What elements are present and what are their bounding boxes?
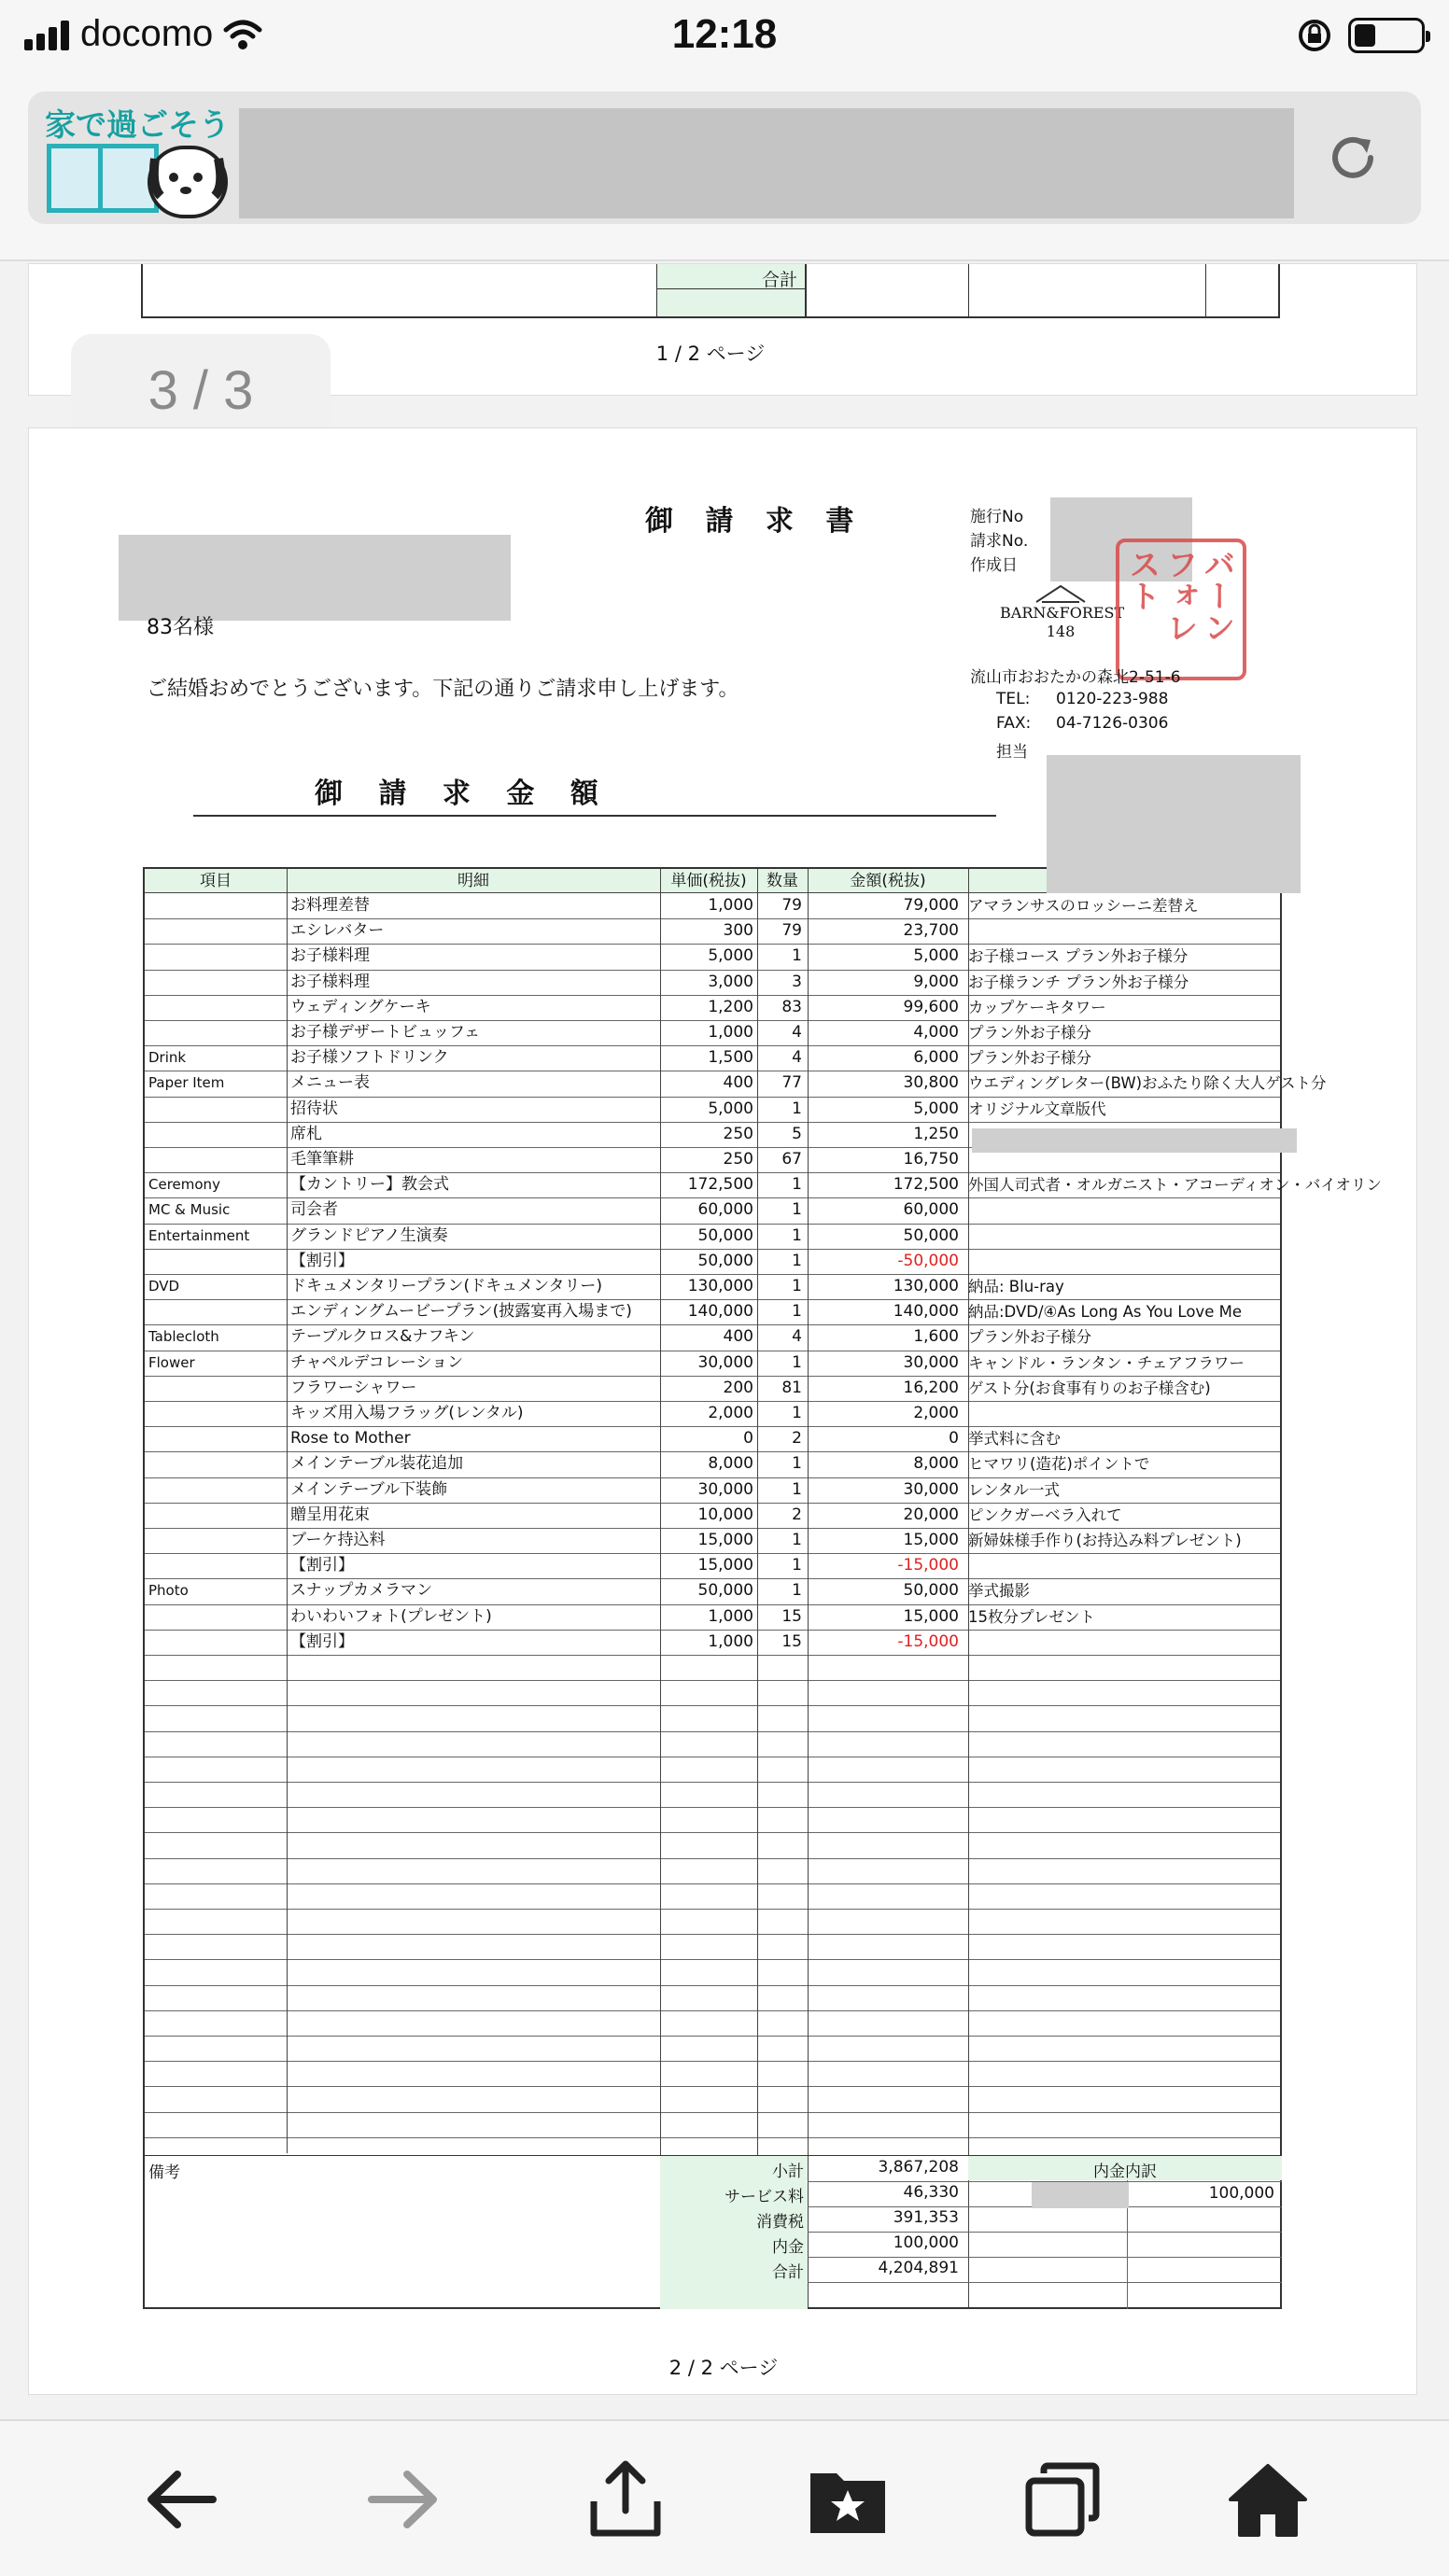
item-detail: スナップカメラマン [290,1581,433,1601]
table-row [145,918,1280,944]
back-arrow-icon [144,2467,218,2532]
item-unit-price: 15,000 [697,1531,753,1549]
summary-value: 4,204,891 [878,2259,959,2277]
item-detail: お子様料理 [290,946,370,966]
reload-icon[interactable] [1324,129,1382,187]
table-row [145,1249,1280,1274]
field-label: 施行No [970,508,1024,526]
item-amount: 15,000 [903,1606,959,1626]
fax-value: 04-7126-0306 [1056,714,1169,733]
item-unit-price: 400 [723,1073,753,1093]
summary-value: 391,353 [893,2208,959,2227]
page1-table-bottom: 合計 [141,264,1280,318]
item-note: 新婦妹様手作り(お持込み料プレゼント) [968,1532,1242,1549]
item-note: プラン外お子様分 [968,1049,1091,1068]
item-note: レンタル一式 [968,1480,1060,1499]
page-indicator: 3 / 3 [71,334,331,448]
item-unit-price: 300 [723,921,753,941]
item-category: DVD [148,1278,180,1295]
item-quantity: 15 [781,1631,802,1651]
item-unit-price: 60,000 [697,1200,753,1220]
item-amount: 16,750 [903,1150,959,1169]
item-detail: テーブルクロス&ナフキン [290,1327,475,1347]
stay-home-logo: 家で過ごそう [45,101,260,217]
item-quantity: 5 [792,1124,802,1143]
item-amount: 30,000 [903,1352,959,1372]
item-quantity: 1 [792,1200,802,1220]
item-unit-price: 1,000 [708,1631,753,1651]
summary-value: 100,000 [893,2233,959,2252]
item-quantity: 15 [781,1606,802,1626]
deposit-amount: 100,000 [1208,2184,1274,2203]
tabs-icon [1023,2460,1102,2539]
item-unit-price: 2,000 [708,1404,753,1422]
item-amount: 30,800 [903,1073,959,1093]
item-quantity: 4 [792,1023,802,1042]
company-seal: バーンフォレスト [1116,539,1246,680]
item-detail: Rose to Mother [290,1429,411,1449]
item-unit-price: 130,000 [687,1277,753,1295]
item-amount: 23,700 [903,921,959,941]
item-note: 挙式撮影 [968,1582,1030,1601]
clock: 12:18 [671,11,778,57]
table-row [145,1020,1280,1045]
item-amount: 50,000 [903,1225,959,1245]
summary-value: 3,867,208 [878,2158,959,2177]
page-footer: 1 / 2 ページ [655,343,766,365]
carrier-label: docomo [80,13,214,54]
url-field-redacted[interactable] [239,108,1294,218]
redacted-note [972,1128,1297,1153]
table-row [145,1197,1280,1223]
item-unit-price: 250 [723,1150,753,1169]
item-detail: キッズ用入場フラッグ(レンタル) [290,1404,524,1422]
item-category: Paper Item [148,1074,225,1092]
item-unit-price: 0 [743,1429,753,1449]
item-unit-price: 15,000 [697,1556,753,1575]
item-detail: 司会者 [290,1200,338,1220]
table-row [145,1451,1280,1477]
redacted-name [119,535,511,621]
item-amount: 5,000 [913,946,959,966]
summary-label: 小計 [772,2163,804,2181]
table-row [145,1630,1280,1655]
table-header: 項目 明細 単価(税抜) 数量 金額(税抜) [145,869,1280,893]
item-amount: 140,000 [893,1302,959,1322]
browser-header [0,75,1449,261]
item-amount: 50,000 [903,1581,959,1601]
table-row [145,1578,1280,1603]
table-row [145,1401,1280,1426]
item-quantity: 2 [792,1505,802,1524]
bookmarks-button[interactable] [803,2455,893,2544]
item-category: Tablecloth [148,1328,219,1346]
item-unit-price: 50,000 [697,1581,753,1601]
item-note: 15枚分プレゼント [968,1607,1095,1626]
item-detail: チャペルデコレーション [290,1352,464,1372]
item-detail: フラワーシャワー [290,1378,417,1397]
item-amount: 2,000 [913,1404,959,1422]
item-quantity: 4 [792,1048,802,1068]
back-button[interactable] [136,2455,226,2544]
item-quantity: 77 [781,1073,802,1093]
item-unit-price: 5,000 [708,946,753,966]
item-amount: 1,250 [913,1124,959,1143]
item-quantity: 1 [792,1581,802,1601]
item-quantity: 1 [792,1556,802,1575]
pdf-viewer[interactable] [0,263,1449,2419]
item-note: オリジナル文章版代 [968,1099,1106,1118]
greeting: ご結婚おめでとうございます。下記の通りご請求申し上げます。 [147,678,739,701]
item-unit-price: 1,000 [708,1606,753,1626]
item-quantity: 1 [792,946,802,966]
item-note: キャンドル・ランタン・チェアフラワー [968,1353,1245,1372]
item-unit-price: 3,000 [708,972,753,991]
item-detail: わいわいフォト(プレゼント) [290,1606,492,1626]
page-footer: 2 / 2 ページ [668,2357,779,2379]
item-amount: 99,600 [903,997,959,1016]
amount-underline [193,815,996,817]
table-row [145,1045,1280,1071]
item-amount: 4,000 [913,1023,959,1042]
item-quantity: 67 [781,1150,802,1169]
forward-button[interactable] [359,2455,448,2544]
item-note: プラン外お子様分 [968,1024,1091,1042]
item-unit-price: 250 [723,1124,753,1143]
table-row [145,1376,1280,1401]
dog-mascot-icon [148,146,228,218]
item-note: ウエディングレター(BW)おふたり除く大人ゲスト分 [968,1074,1327,1093]
tabs-button[interactable] [1018,2455,1107,2544]
field-label: 作成日 [970,556,1018,575]
item-unit-price: 1,500 [708,1048,753,1068]
window-icon [47,144,159,213]
summary-label: 消費税 [756,2213,804,2232]
item-note: 挙式料に含む [968,1430,1061,1449]
table-row [145,944,1280,969]
home-button[interactable] [1223,2455,1313,2544]
item-amount: 30,000 [903,1479,959,1499]
address-bar[interactable] [28,91,1421,224]
company-address: 流山市おおたかの森北2-51-6 [970,668,1181,687]
item-detail: お子様料理 [290,972,370,991]
item-amount: 20,000 [903,1505,959,1524]
item-detail: 招待状 [290,1099,338,1118]
invoice-table [143,867,1382,2309]
table-row [145,1071,1327,1096]
item-detail: メインテーブル装花追加 [290,1454,464,1474]
item-note: アマランサスのロッシーニ差替え [968,897,1199,915]
item-detail: お子様ソフトドリンク [290,1048,449,1068]
table-row [145,1351,1280,1376]
tel-value: 0120-223-988 [1056,690,1169,708]
table-row [145,893,1280,918]
item-quantity: 1 [792,1404,802,1422]
item-amount: -15,000 [897,1556,959,1575]
item-detail: メインテーブル下装飾 [290,1479,448,1499]
item-quantity: 1 [792,1277,802,1295]
item-amount: 0 [949,1429,959,1449]
field-label: 請求No. [970,532,1029,551]
item-quantity: 79 [781,921,802,941]
fax-label: FAX: [996,714,1032,733]
item-detail: グランドピアノ生演奏 [290,1225,448,1245]
item-detail: ドキュメンタリープラン(ドキュメンタリー) [290,1277,603,1295]
table-row [145,1324,1280,1350]
item-detail: メニュー表 [290,1073,370,1093]
item-detail: 【カントリー】教会式 [290,1175,449,1195]
item-unit-price: 8,000 [708,1454,753,1474]
item-note: ゲスト分(お食事有りのお子様含む) [968,1379,1211,1397]
deposit-title: 内金内訳 [1093,2163,1157,2181]
status-bar [0,0,1449,75]
staff-label: 担当 [996,743,1028,762]
item-detail: ウェディングケーキ [290,997,431,1016]
item-detail: エンディングムービープラン(披露宴再入場まで) [290,1302,632,1322]
battery-icon [1348,18,1425,53]
table-row [145,1426,1280,1451]
forward-arrow-icon [366,2467,441,2532]
table-row [145,1604,1280,1630]
item-amount: 1,600 [913,1327,959,1347]
item-unit-price: 5,000 [708,1099,753,1118]
item-quantity: 1 [792,1099,802,1118]
item-category: Drink [148,1049,187,1067]
item-quantity: 1 [792,1479,802,1499]
item-amount: 130,000 [893,1277,959,1295]
summary-label: 合計 [772,2263,804,2282]
summary-value: 46,330 [903,2183,959,2202]
item-note: 納品:DVD/④As Long As You Love Me [968,1303,1242,1322]
item-unit-price: 30,000 [697,1352,753,1372]
remarks-label: 備考 [148,2163,180,2182]
share-icon [586,2460,665,2539]
item-unit-price: 172,500 [687,1175,753,1195]
share-button[interactable] [581,2455,670,2544]
item-unit-price: 1,200 [708,997,753,1016]
item-detail: エシレバター [290,921,385,941]
item-quantity: 3 [792,972,802,991]
browser-toolbar [0,2419,1449,2576]
item-amount: 60,000 [903,1200,959,1220]
item-amount: 8,000 [913,1454,959,1474]
item-unit-price: 50,000 [697,1251,753,1270]
item-detail: 席札 [290,1124,322,1143]
item-quantity: 79 [781,896,802,915]
item-quantity: 4 [792,1327,802,1347]
item-detail: 贈呈用花束 [290,1505,370,1524]
item-category: Flower [148,1353,195,1371]
item-quantity: 1 [792,1302,802,1322]
item-note: お子様ランチ プラン外お子様分 [968,973,1189,991]
item-unit-price: 140,000 [687,1302,753,1322]
item-quantity: 1 [792,1225,802,1245]
table-row [145,970,1280,995]
item-quantity: 1 [792,1352,802,1372]
item-category: Photo [148,1582,189,1600]
item-amount: 16,200 [903,1378,959,1397]
table-row [145,1224,1280,1249]
item-unit-price: 1,000 [708,896,753,915]
item-amount: 15,000 [903,1531,959,1549]
pdf-page-2 [28,427,1417,2395]
bookmarks-icon [807,2462,889,2537]
item-quantity: 1 [792,1251,802,1270]
item-amount: 172,500 [893,1175,959,1195]
item-quantity: 81 [781,1378,802,1397]
item-detail: ブーケ持込料 [290,1531,386,1549]
item-note: プラン外お子様分 [968,1328,1091,1347]
item-quantity: 83 [781,997,802,1016]
item-detail: お料理差替 [290,896,370,915]
item-note: カップケーキタワー [968,998,1106,1016]
item-category: Ceremony [148,1176,220,1194]
summary-label: サービス料 [724,2188,804,2206]
item-quantity: 1 [792,1531,802,1549]
item-unit-price: 200 [723,1378,753,1397]
item-detail: 【割引】 [290,1556,354,1575]
table-row [145,1477,1280,1503]
table-row [145,1097,1280,1122]
redacted-deposit-date [1032,2182,1129,2208]
item-amount: 9,000 [913,972,959,991]
item-detail: 【割引】 [290,1631,354,1651]
item-quantity: 1 [792,1454,802,1474]
item-note: ピンクガーベラ入れて [968,1505,1122,1524]
item-unit-price: 10,000 [697,1505,753,1524]
table-row [145,1528,1280,1553]
item-note: お子様コース プラン外お子様分 [968,947,1189,966]
item-amount: 79,000 [903,896,959,915]
amount-title: 御 請 求 金 額 [315,777,612,810]
table-row [145,1299,1280,1324]
item-quantity: 1 [792,1175,802,1195]
item-quantity: 2 [792,1429,802,1449]
summary-label: 内金 [772,2238,804,2257]
document-title: 御 請 求 書 [645,505,865,538]
item-category: MC & Music [148,1201,231,1219]
item-amount: -50,000 [897,1251,959,1270]
table-row [145,1274,1280,1299]
table-row [145,1172,1382,1197]
home-icon [1227,2460,1309,2539]
item-category: Entertainment [148,1226,250,1244]
item-unit-price: 50,000 [697,1225,753,1245]
item-detail: お子様デザートビュッフェ [290,1023,481,1042]
item-amount: 5,000 [913,1099,959,1118]
item-note: 外国人司式者・オルガニスト・アコーディオン・バイオリン [968,1176,1382,1195]
item-detail: 毛筆筆耕 [290,1150,354,1169]
item-unit-price: 30,000 [697,1479,753,1499]
table-row [145,1553,1280,1578]
guest-count: 83名様 [147,616,214,639]
table-row [145,995,1280,1020]
item-note: 納品: Blu-ray [968,1278,1064,1295]
redacted-staff [1047,755,1301,893]
item-amount: 6,000 [913,1048,959,1068]
rotation-lock-icon [1296,17,1333,54]
item-unit-price: 1,000 [708,1023,753,1042]
table-row [145,1503,1280,1528]
item-note: ヒマワリ(造花)ポイントで [968,1455,1150,1474]
item-amount: -15,000 [897,1631,959,1651]
tel-label: TEL: [996,690,1031,708]
item-unit-price: 400 [723,1327,753,1347]
brand-logo: BARN&FOREST 148 [1000,583,1121,641]
item-detail: 【割引】 [290,1251,354,1270]
